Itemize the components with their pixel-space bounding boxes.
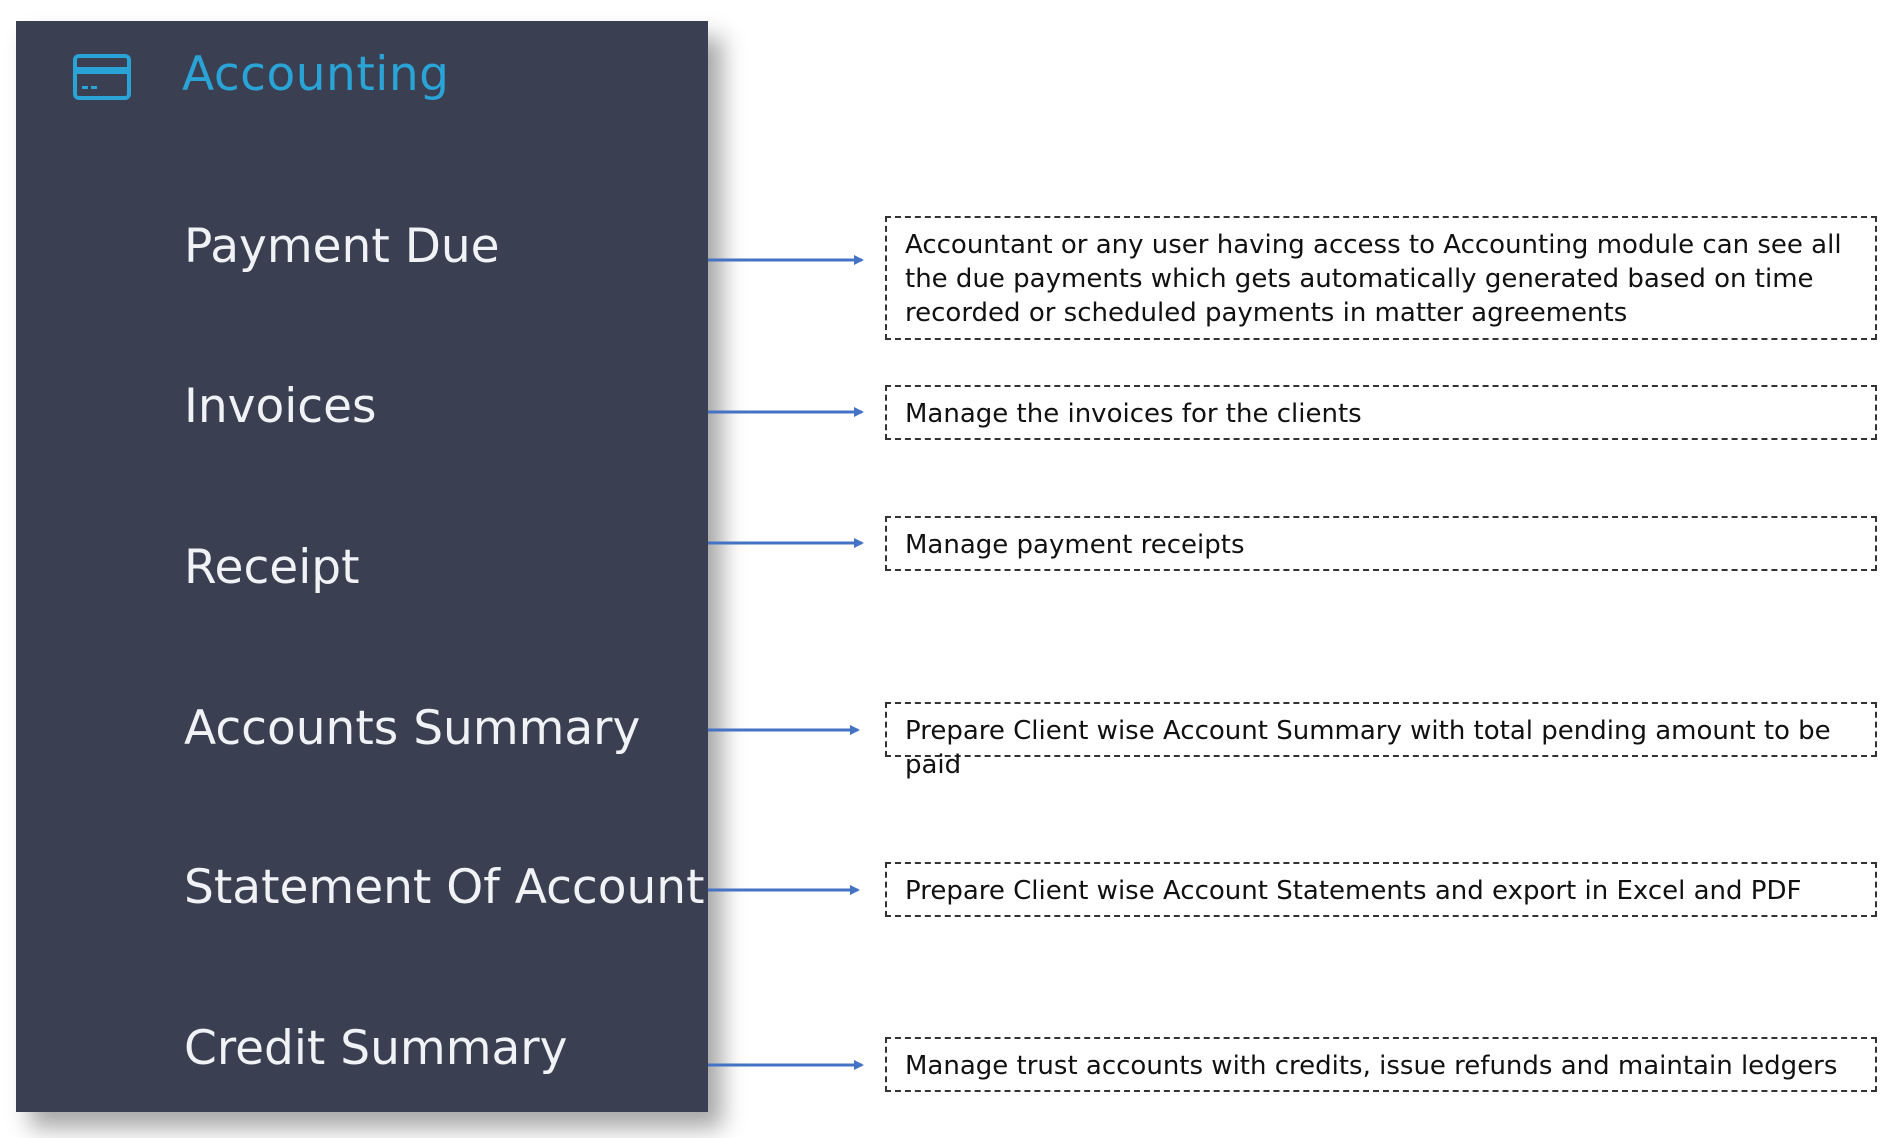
credit-card-icon xyxy=(72,53,132,101)
description-payment-due: Accountant or any user having access to Accounting module can see all the due payments which gets automatically generated based on time recorded or scheduled payments in matter agreements xyxy=(885,216,1877,340)
menu-item-statement-of-account[interactable]: Statement Of Account xyxy=(184,860,705,915)
menu-item-receipt[interactable]: Receipt xyxy=(184,540,360,595)
description-credit-summary: Manage trust accounts with credits, issue refunds and maintain ledgers xyxy=(885,1037,1877,1092)
menu-item-credit-summary[interactable]: Credit Summary xyxy=(184,1021,568,1076)
accounting-sidebar xyxy=(16,21,708,1112)
description-statement-of-account: Prepare Client wise Account Statements and export in Excel and PDF xyxy=(885,862,1877,917)
menu-item-invoices[interactable]: Invoices xyxy=(184,379,377,434)
sidebar-header[interactable] xyxy=(16,21,708,131)
menu-item-payment-due[interactable]: Payment Due xyxy=(184,219,500,274)
description-accounts-summary: Prepare Client wise Account Summary with total pending amount to be paid xyxy=(885,702,1877,757)
description-invoices: Manage the invoices for the clients xyxy=(885,385,1877,440)
description-receipt: Manage payment receipts xyxy=(885,516,1877,571)
sidebar-title: Accounting xyxy=(182,47,450,102)
menu-item-accounts-summary[interactable]: Accounts Summary xyxy=(184,701,641,756)
